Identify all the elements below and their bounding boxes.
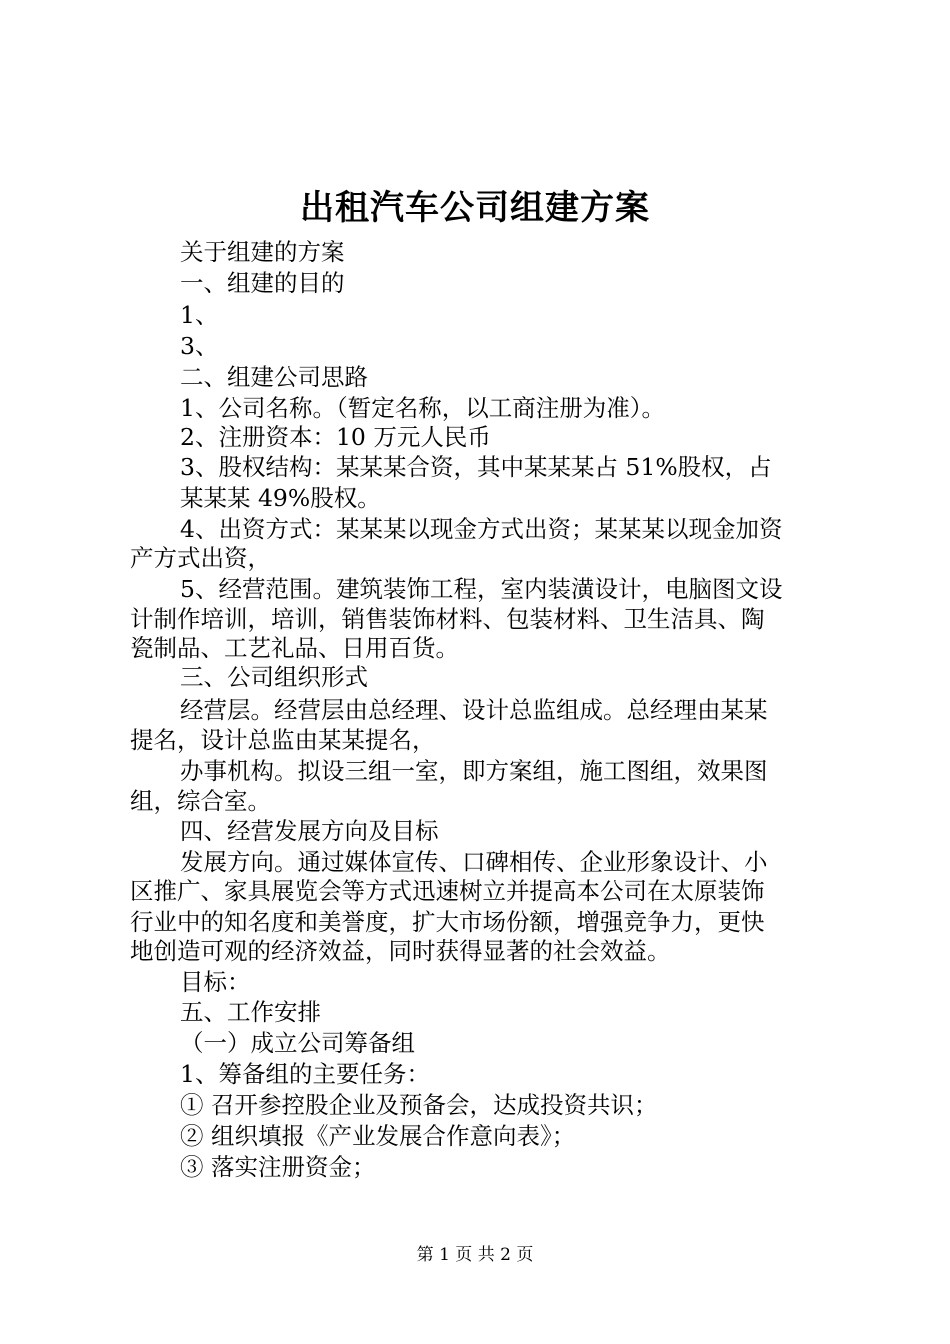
paragraph-line: 1、 bbox=[180, 301, 219, 329]
subsection-heading: （一）成立公司筹备组 bbox=[180, 1029, 415, 1057]
paragraph-line: 地创造可观的经济效益，同时获得显著的社会效益。 bbox=[130, 937, 671, 965]
paragraph-line: 3、 bbox=[180, 332, 219, 360]
list-item: ② 组织填报《产业发展合作意向表》； bbox=[180, 1122, 576, 1150]
paragraph-line: 某某某 49%股权。 bbox=[180, 484, 381, 512]
page-footer: 第 1 页 共 2 页 bbox=[416, 1245, 534, 1265]
paragraph-line: 目标： bbox=[180, 968, 251, 996]
paragraph-line: 组，综合室。 bbox=[130, 787, 271, 815]
paragraph-line: 2、注册资本：10 万元人民币 bbox=[180, 423, 491, 451]
paragraph-line: 1、公司名称。（暂定名称，以工商注册为准）。 bbox=[180, 394, 665, 422]
section-heading: 三、公司组织形式 bbox=[180, 663, 368, 691]
document-title: 出租汽车公司组建方案 bbox=[300, 188, 650, 228]
paragraph-line: 行业中的知名度和美誉度，扩大市场份额，增强竞争力，更快 bbox=[130, 908, 765, 936]
section-heading: 五、工作安排 bbox=[180, 998, 321, 1026]
section-heading: 四、经营发展方向及目标 bbox=[180, 817, 439, 845]
paragraph-line: 产方式出资， bbox=[130, 544, 271, 572]
paragraph-line: 4、出资方式：某某某以现金方式出资；某某某以现金加资 bbox=[180, 515, 783, 543]
section-heading: 一、组建的目的 bbox=[180, 269, 345, 297]
paragraph-line: 计制作培训，培训，销售装饰材料、包装材料、卫生洁具、陶 bbox=[130, 605, 765, 633]
paragraph-line: 发展方向。通过媒体宣传、口碑相传、企业形象设计、小 bbox=[180, 848, 768, 876]
paragraph-line: 5、经营范围。建筑装饰工程，室内装潢设计，电脑图文设 bbox=[180, 575, 783, 603]
paragraph-line: 经营层。经营层由总经理、设计总监组成。总经理由某某 bbox=[180, 696, 768, 724]
paragraph-line: 1、筹备组的主要任务： bbox=[180, 1060, 430, 1088]
section-heading: 二、组建公司思路 bbox=[180, 363, 368, 391]
list-item: ① 召开参控股企业及预备会，达成投资共识； bbox=[180, 1091, 658, 1119]
paragraph-line: 3、股权结构：某某某合资，其中某某某占 51%股权，占 bbox=[180, 453, 772, 481]
paragraph-line: 瓷制品、工艺礼品、日用百货。 bbox=[130, 634, 459, 662]
paragraph-line: 关于组建的方案 bbox=[180, 238, 345, 266]
paragraph-line: 办事机构。拟设三组一室，即方案组，施工图组，效果图 bbox=[180, 757, 768, 785]
list-item: ③ 落实注册资金； bbox=[180, 1153, 376, 1181]
paragraph-line: 区推广、家具展览会等方式迅速树立并提高本公司在太原装饰 bbox=[130, 877, 765, 905]
paragraph-line: 提名，设计总监由某某提名， bbox=[130, 726, 436, 754]
